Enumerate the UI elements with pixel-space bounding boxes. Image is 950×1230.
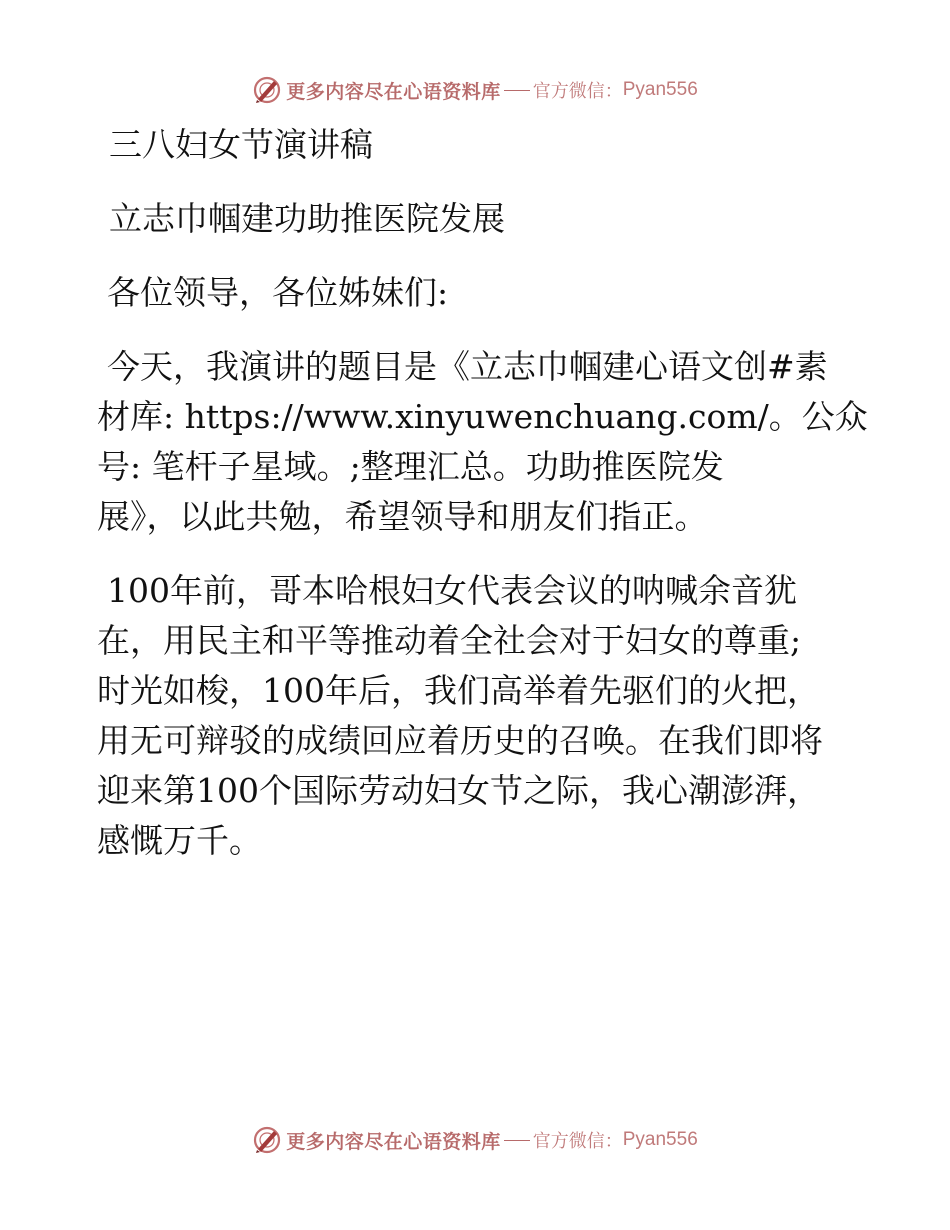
banner-text: 更多内容尽在心语资料库 xyxy=(286,80,501,103)
document-title: 三八妇女节演讲稿 xyxy=(109,125,373,164)
banner-text: 更多内容尽在心语资料库 xyxy=(286,1130,501,1153)
paragraph-line: 迎来第100个国际劳动妇女节之际，我心潮澎湃， xyxy=(97,771,820,810)
banner-label: 官方微信： xyxy=(532,81,623,102)
greeting: 各位领导，各位姊妹们: xyxy=(107,273,449,312)
banner-id: Pyan556 xyxy=(622,1129,698,1150)
paragraph-2 xyxy=(97,566,857,866)
brush-logo-icon xyxy=(252,75,282,105)
paragraph-line: 在，用民主和平等推动着全社会对于妇女的尊重; xyxy=(97,621,802,660)
document-body xyxy=(97,120,868,866)
watermark-banner-top xyxy=(0,70,950,110)
watermark-banner-bottom xyxy=(0,1120,950,1160)
paragraph-line: 材库: https://www.xinyuwenchuang.com/。公众 xyxy=(97,397,868,436)
document-subtitle: 立志巾帼建功助推医院发展 xyxy=(109,199,505,238)
banner-id: Pyan556 xyxy=(622,79,698,100)
paragraph-line: 100年前，哥本哈根妇女代表会议的呐喊余音犹 xyxy=(107,571,797,610)
banner-dash xyxy=(504,1140,530,1141)
paragraph-line: 号: 笔杆子星域。;整理汇总。功助推医院发 xyxy=(97,447,724,486)
banner-dash xyxy=(504,90,530,91)
paragraph-line: 用无可辩驳的成绩回应着历史的召唤。在我们即将 xyxy=(97,721,823,760)
banner-label: 官方微信： xyxy=(532,1131,623,1152)
paragraph-1 xyxy=(97,342,868,542)
brush-logo-icon xyxy=(252,1125,282,1155)
paragraph-line: 感慨万千。 xyxy=(97,821,262,860)
paragraph-line: 今天，我演讲的题目是《立志巾帼建心语文创#素 xyxy=(107,347,828,386)
paragraph-line: 展》，以此共勉，希望领导和朋友们指正。 xyxy=(97,497,708,536)
paragraph-line: 时光如梭，100年后，我们高举着先驱们的火把， xyxy=(97,671,820,710)
